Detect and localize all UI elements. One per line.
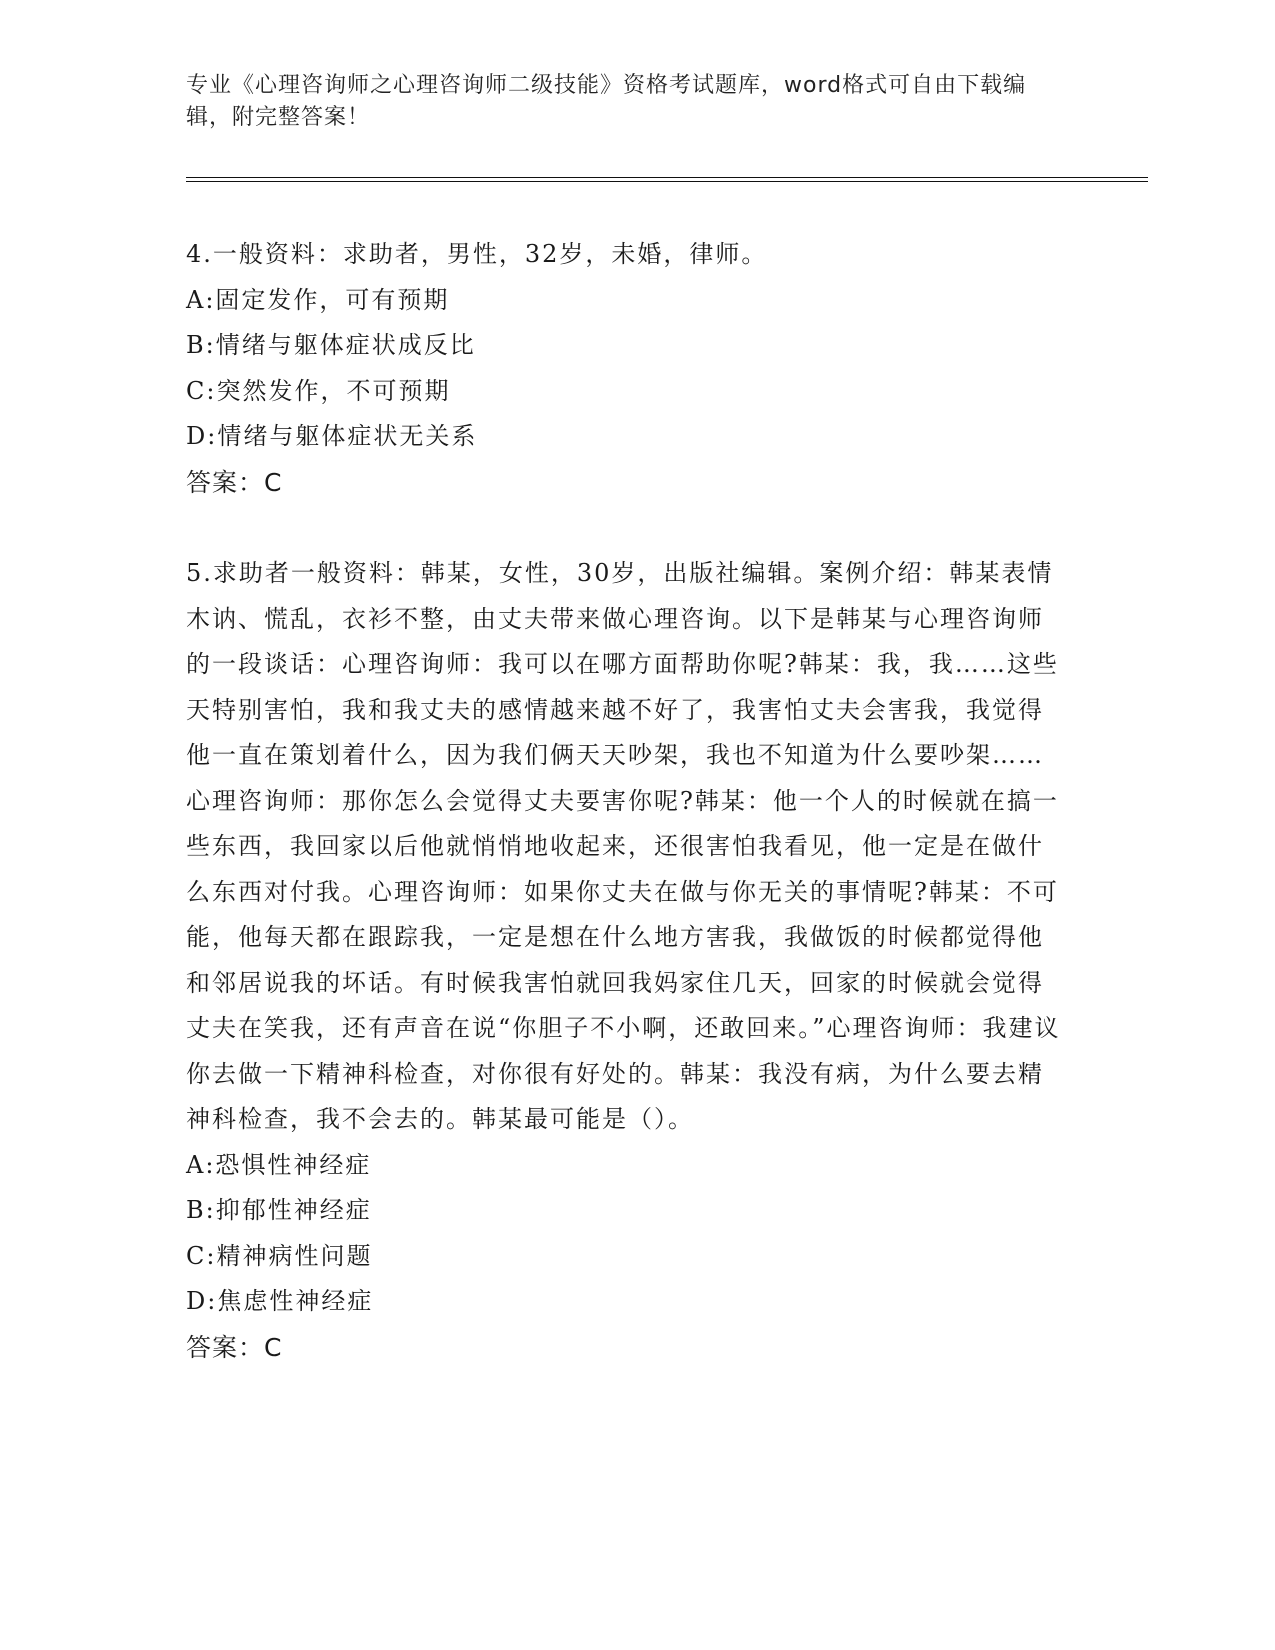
question-stem: 5.求助者一般资料：韩某，女性，30岁，出版社编辑。案例介绍：韩某表情木讷、慌乱，衣衫不整，由丈夫带来做心理咨询。以下是韩某与心理咨询师的一段谈话：心理咨询师：我可以在哪方面帮助你呢?韩某：我，我……这些天特别害怕，我和我丈夫的感情越来越不好了，我害怕丈夫会害我，我觉得他一直在策划着什么，因为我们俩天天吵架，我也不知道为什么要吵架……心理咨询师：那你怎么会觉得丈夫要害你呢?韩某：他一个人的时候就在搞一些东西，我回家以后他就悄悄地收起来，还很害怕我看见，他一定是在做什么东西对付我。心理咨询师：如果你丈夫在做与你无关的事情呢?韩某：不可能，他每天都在跟踪我，一定是想在什么地方害我，我做饭的时候都觉得他和邻居说我的坏话。有时候我害怕就回我妈家住几天，回家的时候就会觉得丈夫在笑我，还有声音在说“你胆子不小啊，还敢回来。”心理咨询师：我建议你去做一下精神科检查，对你很有好处的。韩某：我没有病，为什么要去精神科检查，我不会去的。韩某最可能是（）。 <box>186 559 1061 1133</box>
header-title: 专业《心理咨询师之心理咨询师二级技能》资格考试题库，word格式可自由下载编辑，附完整答案！ <box>186 73 1027 130</box>
option-b: B:情绪与躯体症状成反比 <box>186 331 476 359</box>
option-d: D:情绪与躯体症状无关系 <box>186 422 478 450</box>
document-header <box>186 70 1066 134</box>
option-c: C:精神病性问题 <box>186 1241 373 1270</box>
option-c: C:突然发作，不可预期 <box>186 376 451 405</box>
header-divider <box>186 177 1148 182</box>
option-a: A:固定发作，可有预期 <box>186 285 450 314</box>
answer: 答案：C <box>186 467 283 497</box>
option-d: D:焦虑性神经症 <box>186 1287 374 1315</box>
question-5 <box>186 551 1066 1370</box>
answer: 答案：C <box>186 1332 283 1362</box>
question-stem: 4.一般资料：求助者，男性，32岁，未婚，律师。 <box>186 240 768 268</box>
option-a: A:恐惧性神经症 <box>186 1150 372 1179</box>
question-4 <box>186 232 1066 505</box>
option-b: B:抑郁性神经症 <box>186 1196 372 1224</box>
